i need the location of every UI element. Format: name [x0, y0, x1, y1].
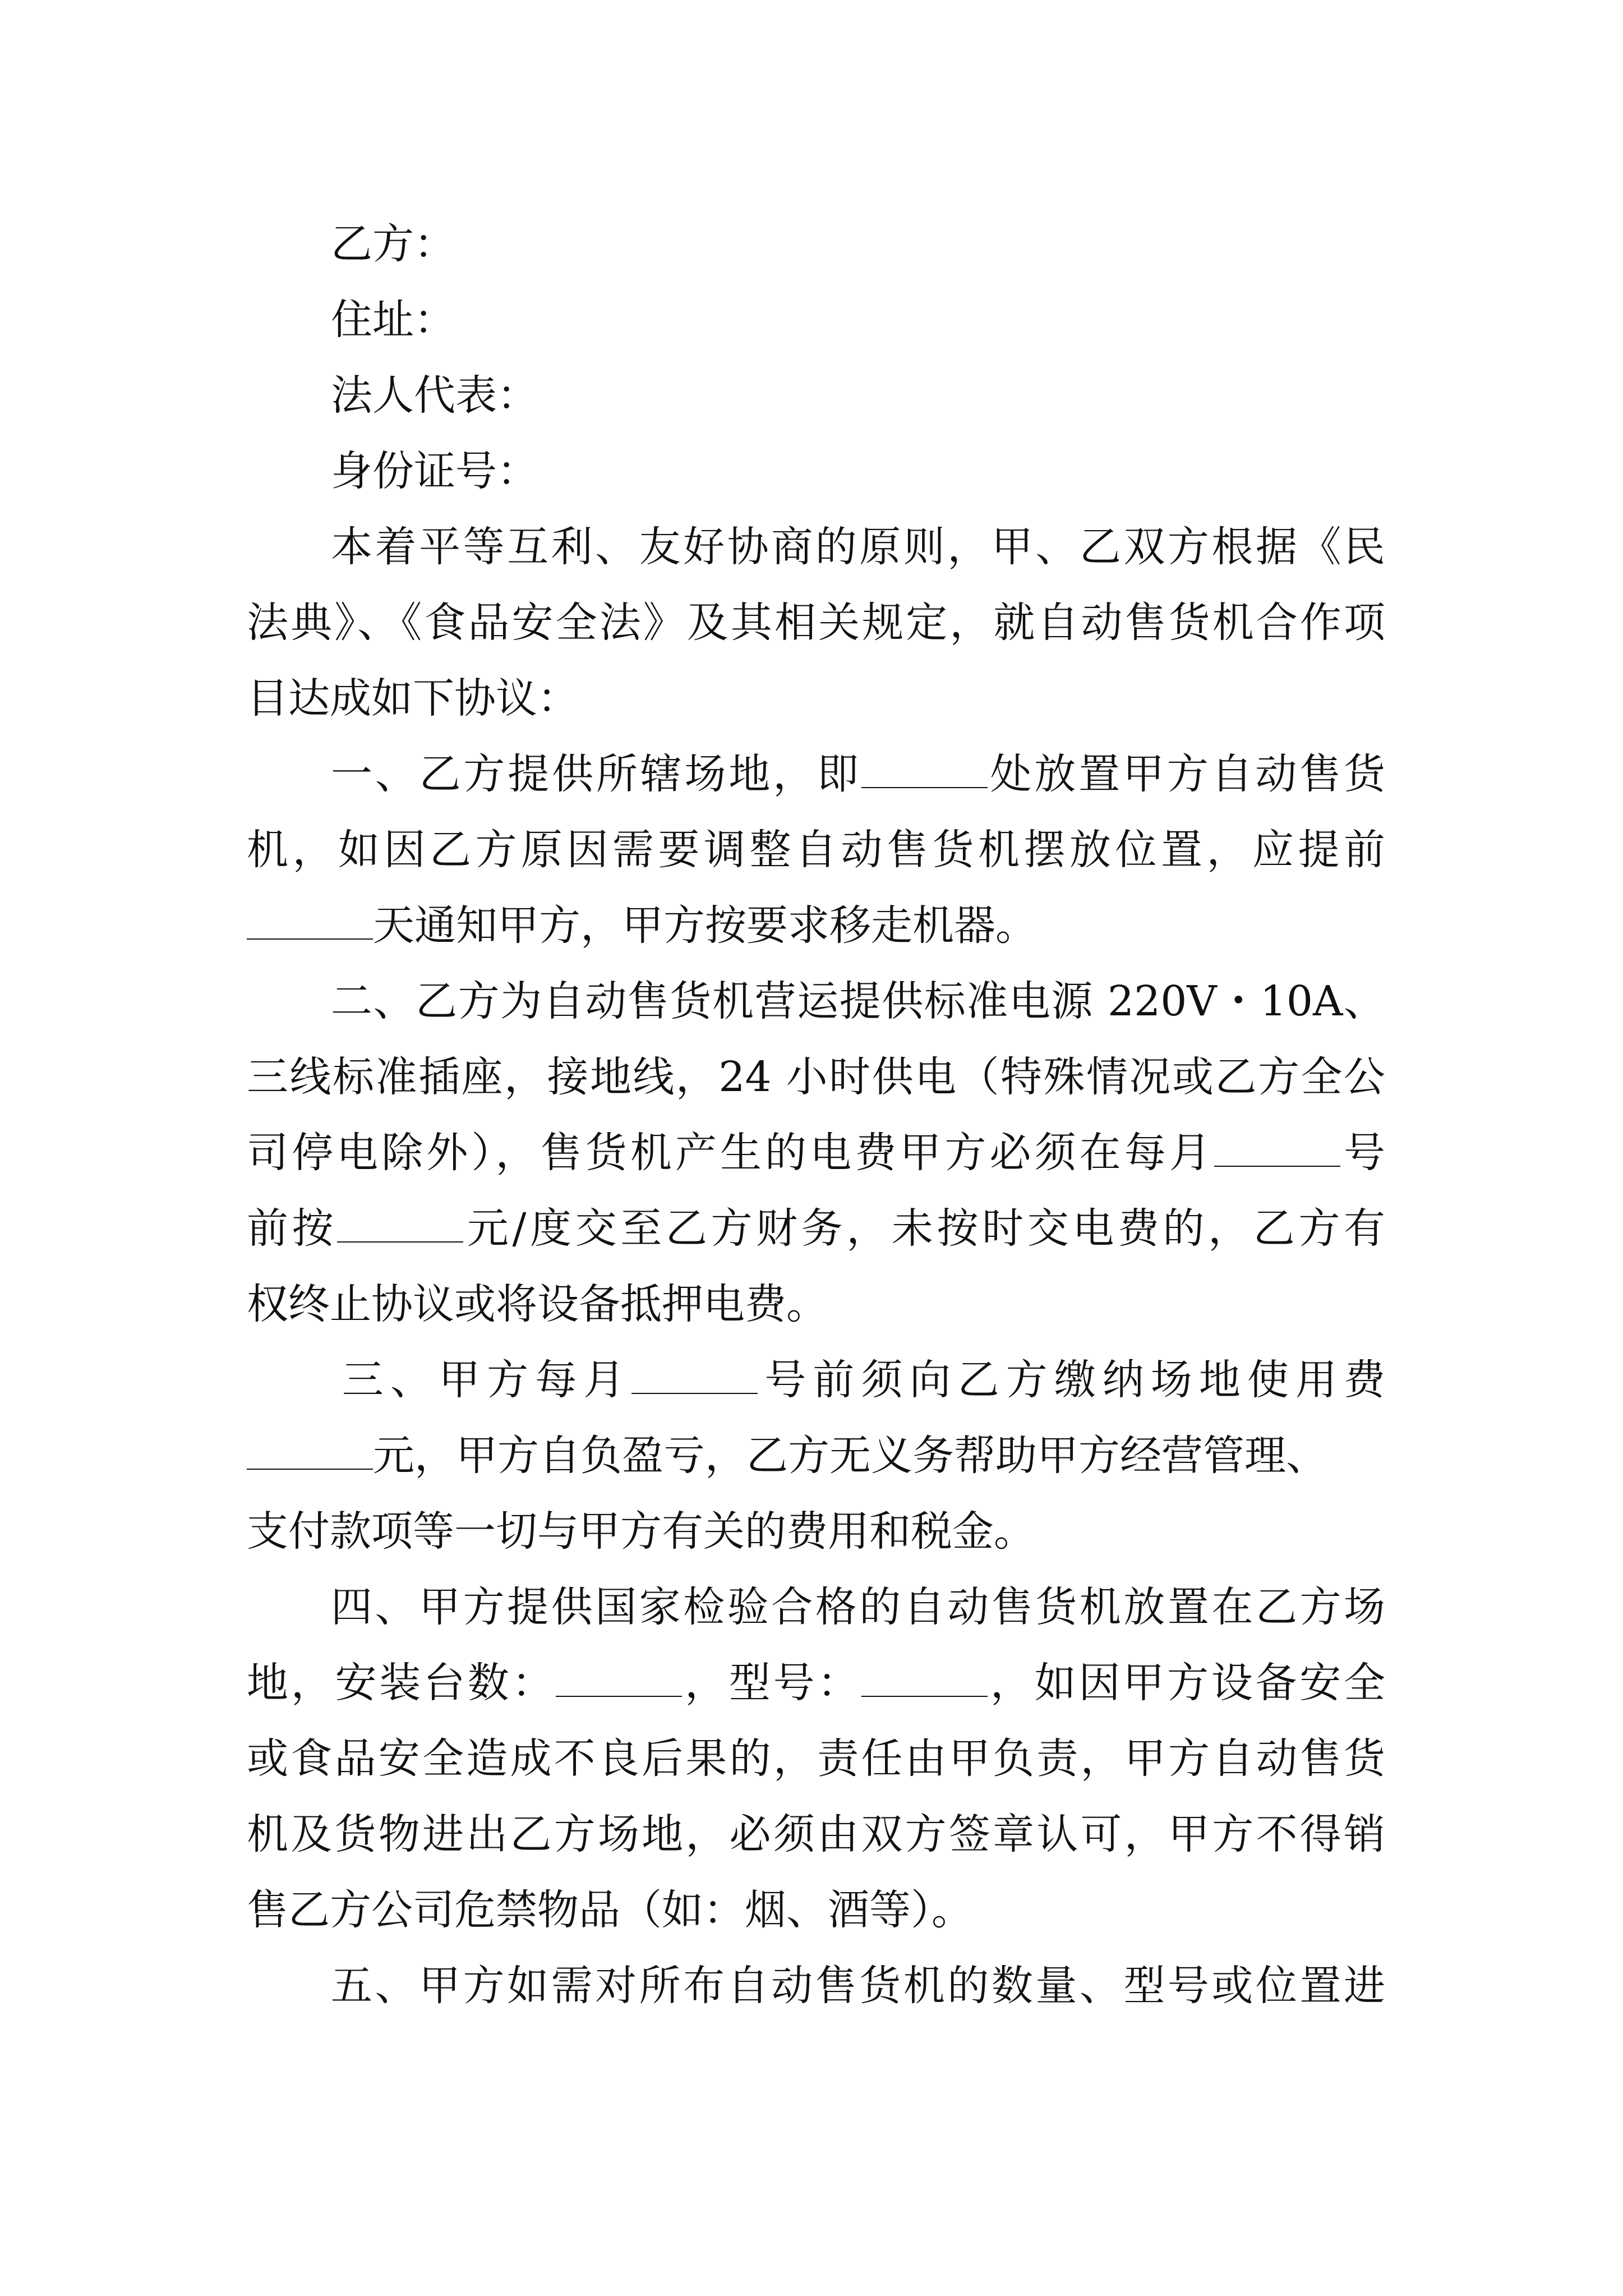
clause-3-text-c: 元，甲方自负盈亏，乙方无义务帮助甲方经营管理、: [373, 1432, 1327, 1480]
preamble-line-1: 本着平等互利、友好协商的原则，甲、乙双方根据《民: [331, 523, 1385, 571]
clause-1-text-c: 天通知甲方，甲方按要求移走机器。: [373, 901, 1037, 950]
quantity-blank: [556, 1661, 682, 1697]
clause-4-line-2: [247, 1645, 1385, 1721]
clause-4-text-b: ，型号：: [682, 1659, 862, 1707]
model-blank: [861, 1661, 988, 1697]
clause-2-line-3: [247, 1115, 1385, 1191]
clause-2-text-c: 前按: [247, 1204, 338, 1253]
fee-day-blank: [631, 1358, 758, 1394]
clause-3: [247, 1342, 1385, 1570]
clause-1-text-b: 处放置甲方自动售货: [987, 750, 1386, 798]
clause-3-line-1: [247, 1342, 1385, 1418]
contract-body: [247, 206, 1385, 2024]
preamble-paragraph: [247, 509, 1385, 737]
clause-4-text-a: 地，安装台数：: [247, 1659, 556, 1707]
clause-2-text-d: 元/度交至乙方财务，未按时交电费的，乙方有: [463, 1204, 1386, 1253]
clause-2-line-5: 权终止协议或将设备抵押电费。: [247, 1280, 828, 1328]
preamble-line-3: 目达成如下协议：: [247, 674, 579, 723]
legal-rep-label: 法人代表：: [331, 371, 538, 420]
fee-amount-blank: [247, 1434, 373, 1470]
preamble-line-2: 法典》、《食品安全法》及其相关规定，就自动售货机合作项: [247, 599, 1385, 647]
clause-2-line-1: 二、乙方为自动售货机营运提供标准电源 220V・10A、: [331, 977, 1385, 1025]
clause-4-text-c: ，如因甲方设备安全: [988, 1659, 1386, 1707]
clause-5-line-1: 五、甲方如需对所布自动售货机的数量、型号或位置进: [331, 1962, 1385, 2010]
clause-1-text-a: 一、乙方提供所辖场地，即: [331, 750, 861, 798]
clause-2-text-b: 号: [1340, 1129, 1386, 1177]
clause-2-text-a: 司停电除外），售货机产生的电费甲方必须在每月: [247, 1129, 1214, 1177]
clause-5: [247, 1948, 1385, 2024]
clause-3-text-a: 三、甲方每月: [342, 1356, 632, 1404]
clause-3-line-2: [247, 1418, 1385, 1494]
id-number-label: 身份证号：: [331, 447, 538, 495]
address-label: 住址：: [331, 296, 455, 344]
clause-1-line-3: [247, 888, 1385, 964]
clause-4-line-1: 四、甲方提供国家检验合格的自动售货机放置在乙方场: [331, 1583, 1385, 1631]
clause-2: [247, 964, 1385, 1342]
clause-3-line-3: 支付款项等一切与甲方有关的费用和税金。: [247, 1507, 1035, 1556]
clause-4-line-5: 售乙方公司危禁物品（如：烟、酒等）。: [247, 1886, 973, 1934]
clause-1-line-1: [247, 737, 1385, 812]
clause-4-line-4: 机及货物进出乙方场地，必须由双方签章认可，甲方不得销: [247, 1810, 1385, 1858]
party-b-label: 乙方：: [331, 220, 455, 268]
clause-2-line-4: [247, 1191, 1385, 1267]
clause-4-line-3: 或食品安全造成不良后果的，责任由甲负责，甲方自动售货: [247, 1734, 1385, 1783]
notice-days-blank: [247, 904, 373, 940]
clause-2-line-2: 三线标准插座，接地线，24 小时供电（特殊情况或乙方全公: [247, 1053, 1385, 1101]
location-blank: [861, 752, 988, 788]
clause-1: [247, 737, 1385, 964]
clause-4: [247, 1570, 1385, 1948]
clause-3-text-b: 号前须向乙方缴纳场地使用费: [758, 1356, 1386, 1404]
unit-price-blank: [337, 1207, 463, 1243]
payment-day-blank: [1214, 1131, 1340, 1167]
clause-1-line-2: 机，如因乙方原因需要调整自动售货机摆放位置，应提前: [247, 826, 1385, 874]
